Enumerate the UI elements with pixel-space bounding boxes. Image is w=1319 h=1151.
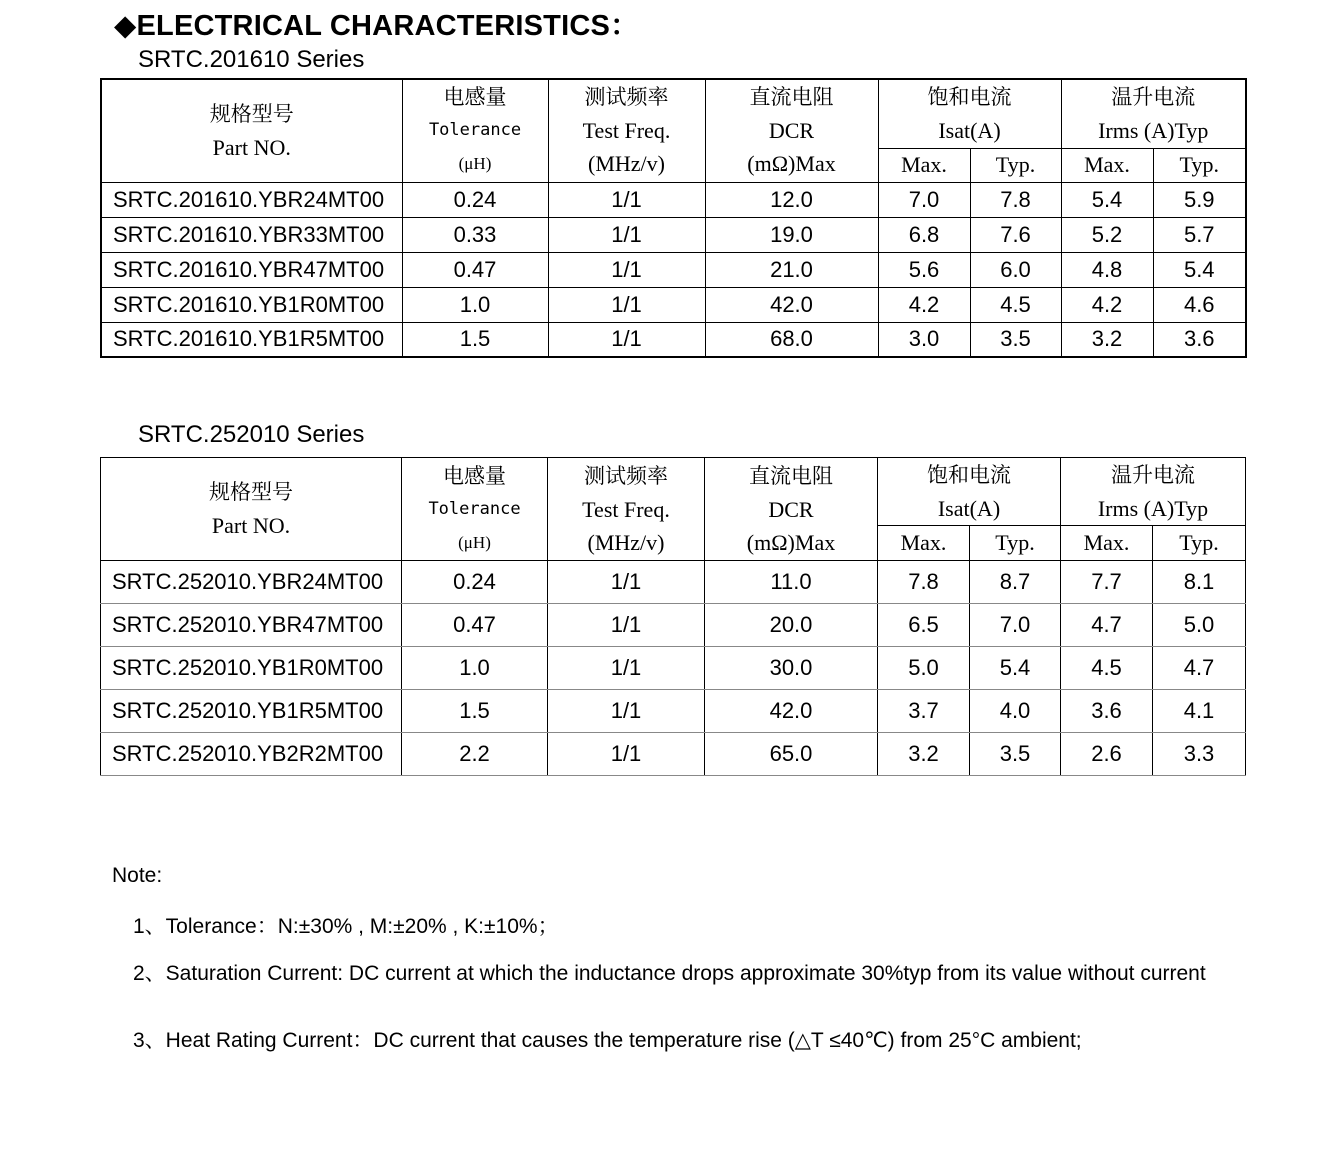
cell-test-freq: 1/1 [548, 182, 705, 217]
cell-irms-typ: 4.7 [1153, 647, 1246, 690]
header-part-no: 规格型号 Part NO. [101, 458, 402, 561]
cell-isat-typ: 5.4 [970, 647, 1061, 690]
cell-test-freq: 1/1 [548, 217, 705, 252]
cell-inductance: 0.47 [402, 252, 548, 287]
cell-dcr: 30.0 [705, 647, 878, 690]
cell-inductance: 2.2 [402, 733, 548, 776]
cell-irms-typ: 5.4 [1153, 252, 1246, 287]
series-title-252010: SRTC.252010 Series [138, 421, 365, 448]
cell-part-no: SRTC.201610.YBR47MT00 [101, 252, 402, 287]
cell-part-no: SRTC.252010.YBR47MT00 [101, 604, 402, 647]
header-dcr: 直流电阻 DCR (mΩ)Max [705, 458, 878, 561]
cell-inductance: 0.24 [402, 182, 548, 217]
cell-isat-typ: 8.7 [970, 561, 1061, 604]
cell-dcr: 19.0 [705, 217, 878, 252]
cell-dcr: 20.0 [705, 604, 878, 647]
cell-irms-typ: 8.1 [1153, 561, 1246, 604]
header-isat: 饱和电流 Isat(A) [878, 458, 1061, 526]
cell-part-no: SRTC.201610.YBR24MT00 [101, 182, 402, 217]
cell-inductance: 1.5 [402, 322, 548, 357]
cell-dcr: 11.0 [705, 561, 878, 604]
notes-heading: Note: [112, 864, 163, 887]
cell-dcr: 12.0 [705, 182, 878, 217]
header-inductance: 电感量 Tolerance (μH) [402, 79, 548, 182]
cell-test-freq: 1/1 [548, 733, 705, 776]
cell-dcr: 42.0 [705, 287, 878, 322]
cell-irms-max: 4.5 [1061, 647, 1153, 690]
cell-irms-typ: 5.0 [1153, 604, 1246, 647]
cell-test-freq: 1/1 [548, 322, 705, 357]
cell-isat-max: 5.6 [878, 252, 970, 287]
header-irms-max: Max. [1061, 148, 1153, 182]
header-isat-typ: Typ. [970, 148, 1061, 182]
cell-dcr: 42.0 [705, 690, 878, 733]
cell-dcr: 65.0 [705, 733, 878, 776]
cell-part-no: SRTC.252010.YB1R0MT00 [101, 647, 402, 690]
cell-irms-max: 3.2 [1061, 322, 1153, 357]
header-isat: 饱和电流 Isat(A) [878, 79, 1061, 148]
table-row [101, 690, 1246, 733]
spec-table-201610 [100, 78, 1247, 358]
table-row [101, 182, 1246, 217]
cell-isat-max: 6.5 [878, 604, 970, 647]
cell-test-freq: 1/1 [548, 252, 705, 287]
cell-test-freq: 1/1 [548, 690, 705, 733]
note-1: 1、Tolerance：N:±30% , M:±20% , K:±10%； [133, 915, 559, 938]
table-row [101, 217, 1246, 252]
cell-isat-max: 6.8 [878, 217, 970, 252]
header-irms-typ: Typ. [1153, 148, 1246, 182]
cell-irms-max: 5.2 [1061, 217, 1153, 252]
cell-isat-typ: 4.5 [970, 287, 1061, 322]
cell-inductance: 1.0 [402, 287, 548, 322]
cell-irms-typ: 3.6 [1153, 322, 1246, 357]
table-row [101, 287, 1246, 322]
table-row [101, 561, 1246, 604]
cell-isat-max: 3.2 [878, 733, 970, 776]
header-irms-max: Max. [1061, 526, 1153, 561]
table-row [101, 733, 1246, 776]
cell-test-freq: 1/1 [548, 647, 705, 690]
cell-irms-typ: 5.9 [1153, 182, 1246, 217]
cell-irms-typ: 4.6 [1153, 287, 1246, 322]
cell-test-freq: 1/1 [548, 604, 705, 647]
cell-isat-typ: 7.8 [970, 182, 1061, 217]
header-inductance: 电感量 Tolerance (μH) [402, 458, 548, 561]
cell-part-no: SRTC.201610.YB1R5MT00 [101, 322, 402, 357]
cell-isat-typ: 6.0 [970, 252, 1061, 287]
cell-test-freq: 1/1 [548, 287, 705, 322]
header-irms-typ: Typ. [1153, 526, 1246, 561]
cell-isat-max: 7.8 [878, 561, 970, 604]
cell-irms-max: 5.4 [1061, 182, 1153, 217]
header-isat-max: Max. [878, 148, 970, 182]
cell-part-no: SRTC.252010.YBR24MT00 [101, 561, 402, 604]
header-part-no: 规格型号 Part NO. [101, 79, 402, 182]
cell-part-no: SRTC.201610.YBR33MT00 [101, 217, 402, 252]
cell-isat-typ: 4.0 [970, 690, 1061, 733]
cell-irms-max: 4.8 [1061, 252, 1153, 287]
cell-isat-max: 3.7 [878, 690, 970, 733]
cell-inductance: 1.5 [402, 690, 548, 733]
cell-irms-max: 2.6 [1061, 733, 1153, 776]
cell-irms-max: 3.6 [1061, 690, 1153, 733]
cell-dcr: 68.0 [705, 322, 878, 357]
header-isat-typ: Typ. [970, 526, 1061, 561]
cell-part-no: SRTC.201610.YB1R0MT00 [101, 287, 402, 322]
cell-irms-typ: 4.1 [1153, 690, 1246, 733]
page-title: ◆ELECTRICAL CHARACTERISTICS： [114, 10, 640, 42]
cell-isat-max: 4.2 [878, 287, 970, 322]
cell-inductance: 0.47 [402, 604, 548, 647]
cell-isat-max: 7.0 [878, 182, 970, 217]
header-irms: 温升电流 Irms (A)Typ [1061, 458, 1246, 526]
cell-isat-typ: 7.6 [970, 217, 1061, 252]
cell-isat-typ: 3.5 [970, 733, 1061, 776]
cell-dcr: 21.0 [705, 252, 878, 287]
table-row [101, 647, 1246, 690]
table-row [101, 322, 1246, 357]
spec-table-252010 [100, 457, 1246, 776]
cell-test-freq: 1/1 [548, 561, 705, 604]
note-3: 3、Heat Rating Current：DC current that causes the temperature rise (△T ≤40℃) from 25°C ambient; [133, 1029, 1082, 1052]
cell-irms-typ: 3.3 [1153, 733, 1246, 776]
header-dcr: 直流电阻 DCR (mΩ)Max [705, 79, 878, 182]
note-2: 2、Saturation Current: DC current at which the inductance drops approximate 30%typ from its value without current [133, 962, 1206, 985]
table-row [101, 604, 1246, 647]
cell-isat-typ: 3.5 [970, 322, 1061, 357]
cell-irms-max: 4.7 [1061, 604, 1153, 647]
cell-irms-max: 4.2 [1061, 287, 1153, 322]
header-test-freq: 测试频率 Test Freq. (MHz/v) [548, 79, 705, 182]
cell-inductance: 0.33 [402, 217, 548, 252]
header-isat-max: Max. [878, 526, 970, 561]
cell-inductance: 0.24 [402, 561, 548, 604]
cell-part-no: SRTC.252010.YB2R2MT00 [101, 733, 402, 776]
header-test-freq: 测试频率 Test Freq. (MHz/v) [548, 458, 705, 561]
table-row [101, 252, 1246, 287]
header-irms: 温升电流 Irms (A)Typ [1061, 79, 1246, 148]
cell-isat-typ: 7.0 [970, 604, 1061, 647]
cell-isat-max: 3.0 [878, 322, 970, 357]
cell-irms-typ: 5.7 [1153, 217, 1246, 252]
cell-part-no: SRTC.252010.YB1R5MT00 [101, 690, 402, 733]
cell-irms-max: 7.7 [1061, 561, 1153, 604]
series-title-201610: SRTC.201610 Series [138, 46, 365, 73]
cell-inductance: 1.0 [402, 647, 548, 690]
cell-isat-max: 5.0 [878, 647, 970, 690]
